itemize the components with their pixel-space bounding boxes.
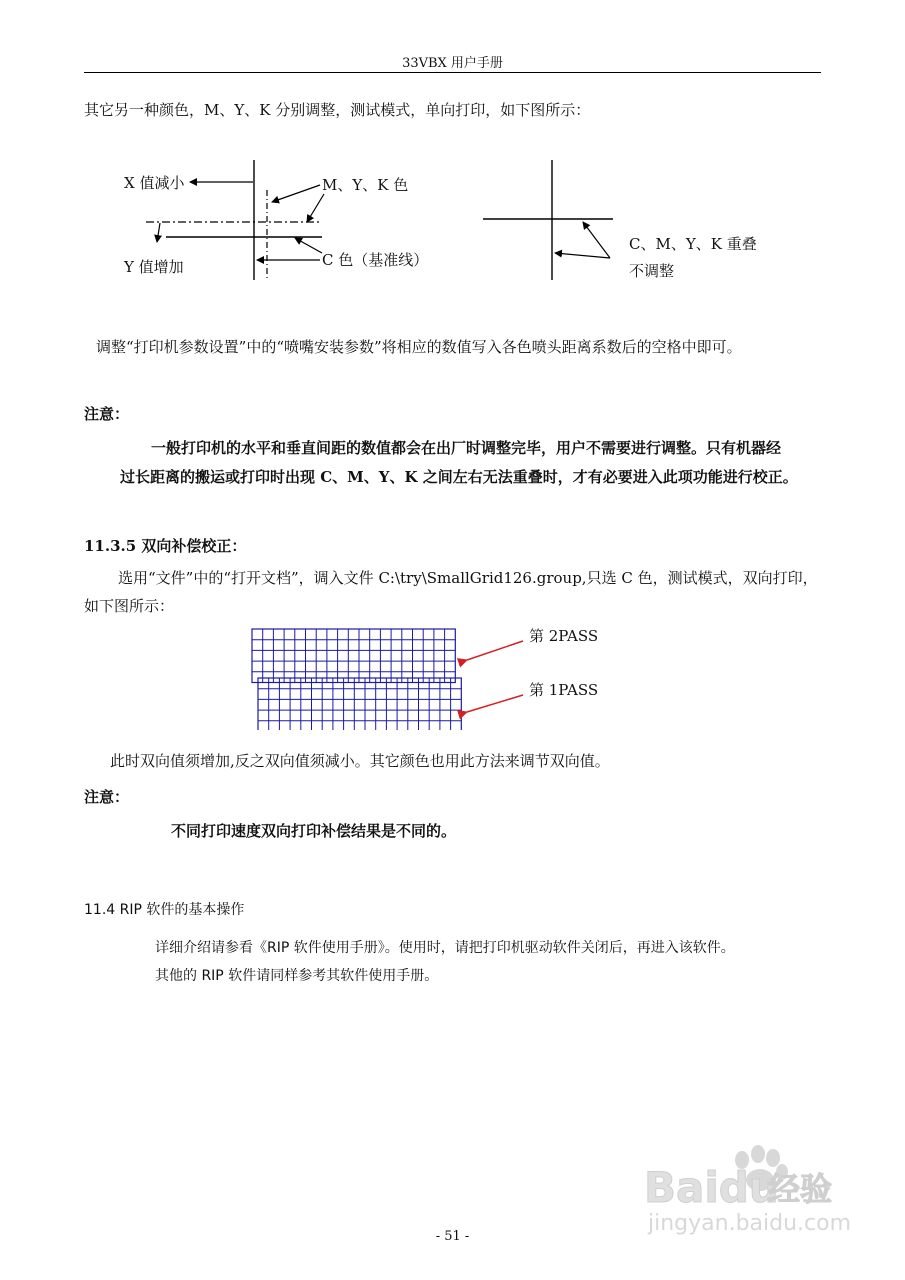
section-114-line1: 详细介绍请参看《RIP 软件使用手册》。使用时，请把打印机驱动软件关闭后，再进入该软件。 xyxy=(155,940,735,956)
label-pass2: 第 2PASS xyxy=(529,627,599,645)
y-increase-arrow xyxy=(157,223,160,242)
bidirectional-after-text: 此时双向值须增加,反之双向值须减小。其它颜色也用此方法来调节双向值。 xyxy=(110,752,610,770)
myk-arrow-1 xyxy=(272,185,320,202)
grid-border xyxy=(258,678,461,730)
label-c-baseline: C 色（基准线） xyxy=(322,251,429,269)
adjust-paragraph: 调整“打印机参数设置”中的“喷嘴安装参数”将相应的数值写入各色喷头距离系数后的空格中即可。 xyxy=(96,338,742,356)
section-1135-heading-text: 11.3.5 双向补偿校正： xyxy=(84,537,247,555)
page-number: - 51 - xyxy=(435,1229,470,1244)
bidirectional-grid-figure xyxy=(245,625,625,730)
header-rule xyxy=(84,72,821,73)
pass2-arrow xyxy=(467,641,523,660)
c-arrow-2 xyxy=(295,238,322,253)
label-pass1: 第 1PASS xyxy=(529,681,599,699)
note2-text: 不同打印速度双向打印补偿结果是不同的。 xyxy=(171,822,457,840)
section-114-line2: 其他的 RIP 软件请同样参考其软件使用手册。 xyxy=(155,968,439,984)
note1-heading: 注意： xyxy=(84,405,130,423)
page-header-title: 33VBX 用户手册 xyxy=(402,56,503,71)
overlap-arrow-1 xyxy=(583,222,610,258)
section-114-heading: 11.4 RIP 软件的基本操作 xyxy=(84,902,245,918)
grid-pass-1 xyxy=(258,678,461,730)
alignment-diagram-left xyxy=(110,150,440,290)
pass1-arrow xyxy=(467,695,523,712)
intro-paragraph: 其它另一种颜色，M、Y、K 分别调整，测试模式，单向打印，如下图所示： xyxy=(84,101,591,119)
myk-arrow-2 xyxy=(307,194,324,222)
overlap-arrow-2 xyxy=(555,253,610,258)
note1-line1: 一般打印机的水平和垂直间距的数值都会在出厂时调整完毕，用户不需要进行调整。只有机器经 xyxy=(151,439,782,457)
label-overlap-line1: C、M、Y、K 重叠 xyxy=(629,235,757,253)
watermark-url: jingyan.baidu.com xyxy=(648,1211,852,1235)
label-overlap-line2: 不调整 xyxy=(629,262,675,280)
label-x-decrease: X 值减小 xyxy=(124,174,185,192)
label-y-increase: Y 值增加 xyxy=(124,258,184,276)
grid-border xyxy=(252,629,455,683)
baidu-jingyan-watermark xyxy=(640,1140,870,1235)
note2-heading: 注意： xyxy=(84,788,130,806)
section-1135-line1: 选用“文件”中的“打开文档”，调入文件 C:\try\SmallGrid126.group,只选 C 色，测试模式，双向打印， xyxy=(118,569,818,587)
alignment-diagram-right xyxy=(475,150,795,290)
watermark-brand-cn: 经验 xyxy=(768,1170,833,1208)
section-1135-line2: 如下图所示： xyxy=(84,597,175,615)
label-myk: M、Y、K 色 xyxy=(322,176,409,194)
note1-line2: 过长距离的搬运或打印时出现 C、M、Y、K 之间左右无法重叠时，才有必要进入此项功能进行校正。 xyxy=(120,468,798,486)
grid-pass-2 xyxy=(252,629,455,683)
section-1135-heading xyxy=(84,535,246,556)
watermark-brand: Baidu xyxy=(644,1163,779,1212)
